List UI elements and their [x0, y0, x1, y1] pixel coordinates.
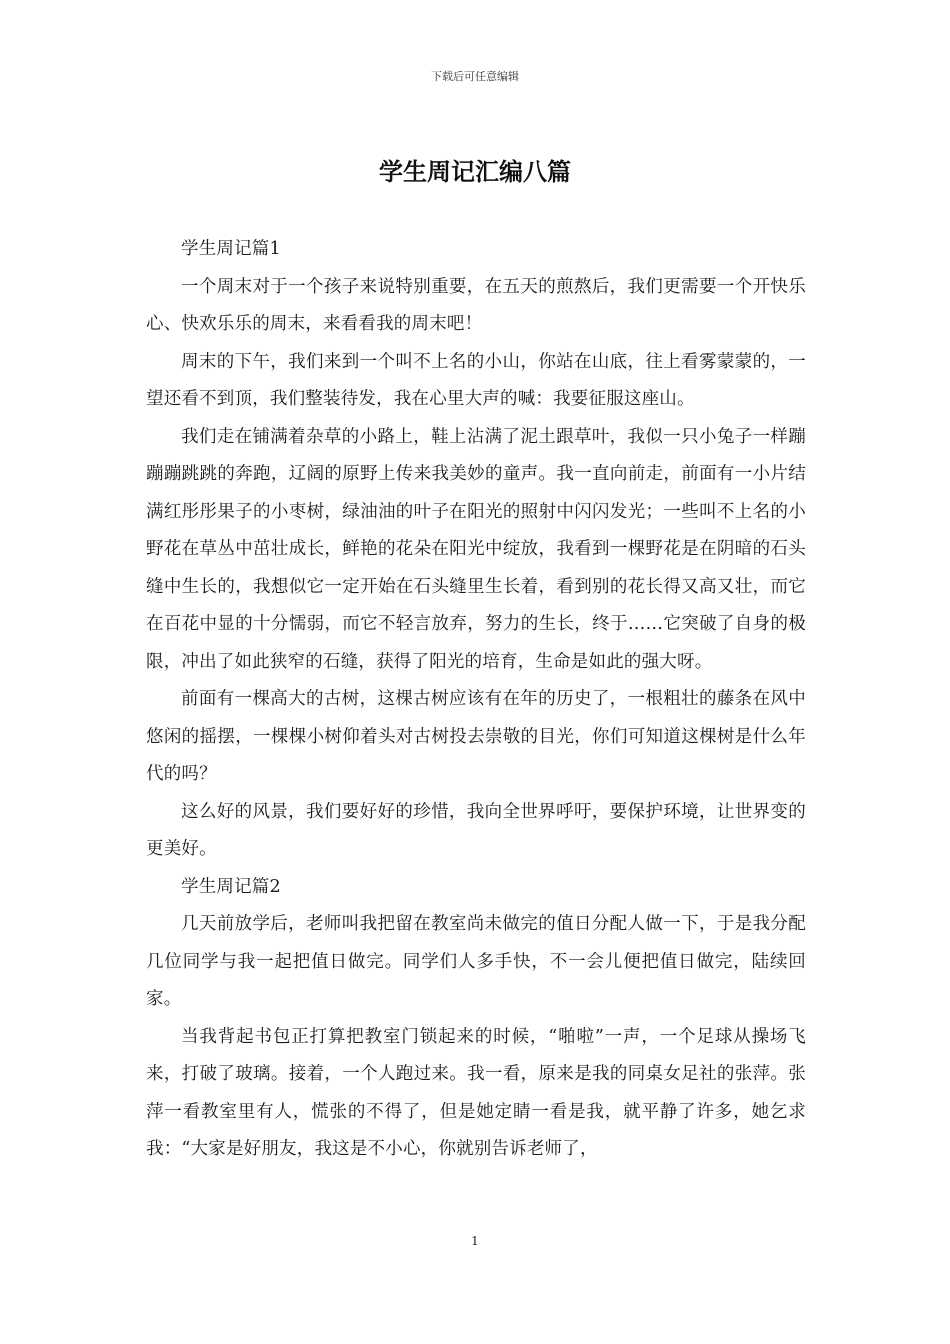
- paragraph: 前面有一棵高大的古树，这棵古树应该有在年的历史了，一根粗壮的藤条在风中悠闲的摇摆，一棵棵小树仰着头对古树投去崇敬的目光，你们可知道这棵树是什么年代的吗？: [146, 689, 806, 784]
- paragraph: 周末的下午，我们来到一个叫不上名的小山，你站在山底，往上看雾蒙蒙的，一望还看不到顶，我们整装待发，我在心里大声的喊：我要征服这座山。: [146, 351, 806, 409]
- section-heading-2: 学生周记篇2: [181, 876, 281, 897]
- paragraph: 当我背起书包正打算把教室门锁起来的时候，“啪啦”一声，一个足球从操场飞来，打破了玻璃。接着，一个人跑过来。我一看，原来是我的同桌女足社的张萍。张萍一看教室里有人，慌张的不得了，但是她定睛一看是我，就平静了许多，她乞求我：“大家是好朋友，我这是不小心，你就别告诉老师了，: [146, 1026, 806, 1159]
- header-note: 下载后可任意编辑: [431, 70, 519, 83]
- document-body: [146, 231, 806, 1169]
- paragraph: 这么好的风景，我们要好好的珍惜，我向全世界呼吁，要保护环境，让世界变的更美好。: [146, 801, 806, 859]
- section-heading-1: 学生周记篇1: [181, 239, 281, 259]
- paragraph: 几天前放学后，老师叫我把留在教室尚未做完的值日分配人做一下，于是我分配几位同学与我一起把值日做完。同学们人多手快，不一会儿便把值日做完，陆续回家。: [146, 914, 806, 1009]
- document-title: 学生周记汇编八篇: [379, 157, 571, 186]
- paragraph: 一个周末对于一个孩子来说特别重要，在五天的煎熬后，我们更需要一个开快乐心、快欢乐乐的周末，来看看我的周末吧！: [146, 276, 806, 334]
- page-number: 1: [471, 1234, 479, 1248]
- paragraph: 我们走在铺满着杂草的小路上，鞋上沾满了泥土跟草叶，我似一只小兔子一样蹦蹦蹦跳跳的奔跑，辽阔的原野上传来我美妙的童声。我一直向前走，前面有一小片结满红彤彤果子的小枣树，绿油油的叶子在阳光的照射中闪闪发光；一些叫不上名的小野花在草丛中茁壮成长，鲜艳的花朵在阳光中绽放，我看到一棵野花是在阴暗的石头缝中生长的，我想似它一定开始在石头缝里生长着，看到别的花长得又高又壮，而它在百花中显的十分懦弱，而它不轻言放弃，努力的生长，终于……它突破了自身的极限，冲出了如此狭窄的石缝，获得了阳光的培育，生命是如此的强大呀。: [146, 426, 806, 672]
